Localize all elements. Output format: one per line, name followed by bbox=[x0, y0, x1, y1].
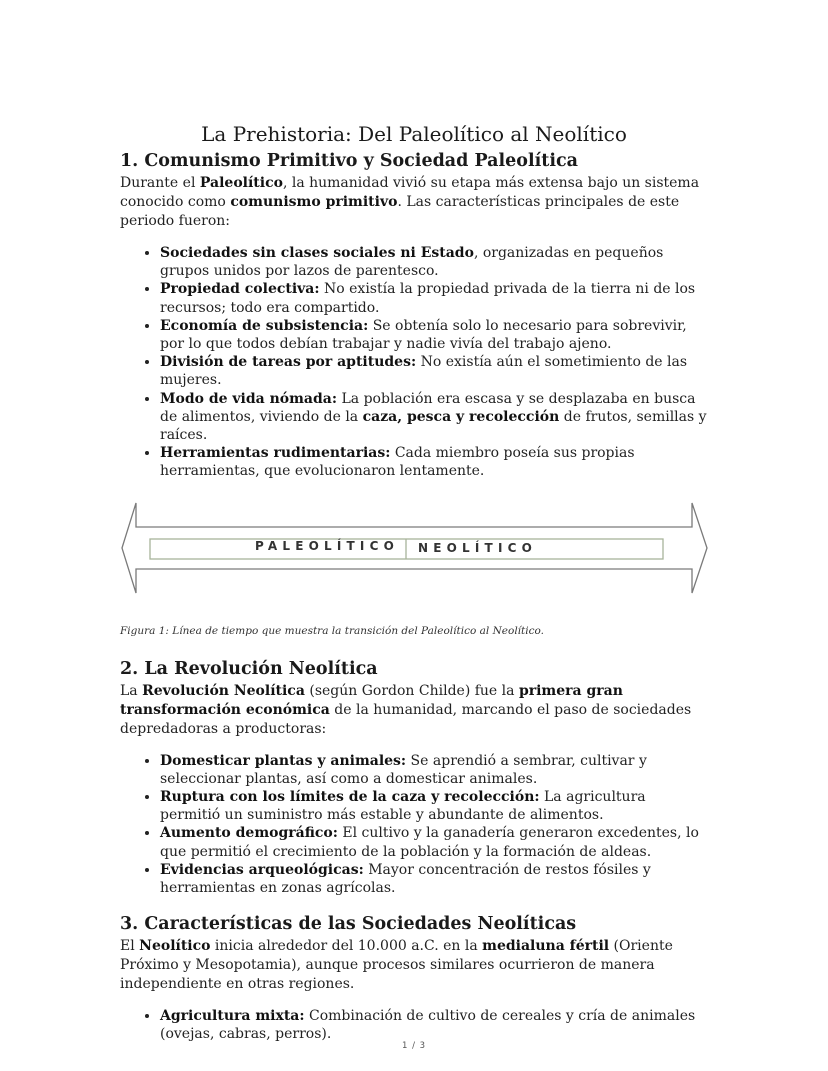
list-item: • Aumento demográfico: El cultivo y la ganadería generaron excedentes, lo que permitió el crecimiento de la población y la formación de aldeas. bbox=[160, 824, 708, 860]
list-item: • Propiedad colectiva: No existía la propiedad privada de la tierra ni de los recursos; todo era compartido. bbox=[160, 280, 708, 316]
list-item: • Economía de subsistencia: Se obtenía solo lo necesario para sobrevivir, por lo que todos debían trabajar y nadie vivía del trabajo ajeno. bbox=[160, 317, 708, 353]
figure-caption: Figura 1: Línea de tiempo que muestra la transición del Paleolítico al Neolítico. bbox=[120, 624, 544, 637]
timeline-label-paleolitico: PALEOLÍTICO bbox=[255, 538, 399, 553]
section-3-list bbox=[120, 1007, 708, 1043]
timeline-figure bbox=[121, 498, 711, 598]
section-heading-2: 2. La Revolución Neolítica bbox=[120, 658, 378, 679]
section-2-intro: La Revolución Neolítica (según Gordon Childe) fue la primera gran transformación económica de la humanidad, marcando el paso de sociedades depredadoras a productoras: bbox=[120, 682, 692, 737]
section-heading-3: 3. Características de las Sociedades Neolíticas bbox=[120, 914, 577, 935]
timeline-arrow-graphic bbox=[121, 498, 711, 598]
list-item: • Ruptura con los límites de la caza y recolección: La agricultura permitió un suministro más estable y abundante de alimentos. bbox=[160, 788, 708, 824]
list-item: • Agricultura mixta: Combinación de cultivo de cereales y cría de animales (ovejas, cabras, perros). bbox=[160, 1007, 708, 1043]
section-heading-1: 1. Comunismo Primitivo y Sociedad Paleolítica bbox=[120, 151, 578, 171]
list-item: • Domesticar plantas y animales: Se aprendió a sembrar, cultivar y seleccionar plantas, así como a domesticar animales. bbox=[160, 752, 708, 788]
list-item: • Modo de vida nómada: La población era escasa y se desplazaba en busca de alimentos, viviendo de la caza, pesca y recolección de frutos, semillas y raíces. bbox=[160, 390, 708, 445]
section-1-intro: Durante el Paleolítico, la humanidad vivió su etapa más extensa bajo un sistema conocido como comunismo primitivo. Las características principales de este periodo fueron: bbox=[120, 175, 700, 229]
list-item: • Evidencias arqueológicas: Mayor concentración de restos fósiles y herramientas en zonas agrícolas. bbox=[160, 861, 708, 897]
list-item: • Sociedades sin clases sociales ni Estado, organizadas en pequeños grupos unidos por lazos de parentesco. bbox=[160, 244, 708, 280]
timeline-label-neolitico: NEOLÍTICO bbox=[418, 540, 538, 555]
section-1-list bbox=[120, 244, 708, 481]
section-3-intro: El Neolítico inicia alrededor del 10.000 a.C. en la medialuna fértil (Oriente Próximo y Mesopotamia), aunque procesos similares ocurrieron de manera independiente en otras regiones. bbox=[120, 938, 673, 993]
list-item: • División de tareas por aptitudes: No existía aún el sometimiento de las mujeres. bbox=[160, 353, 708, 389]
document-page bbox=[120, 120, 708, 1044]
page-indicator: 1 / 3 bbox=[401, 1041, 427, 1051]
section-2-list bbox=[120, 752, 708, 898]
list-item: • Herramientas rudimentarias: Cada miembro poseía sus propias herramientas, que evolucionaron lentamente. bbox=[160, 444, 708, 480]
page-title: La Prehistoria: Del Paleolítico al Neolítico bbox=[201, 122, 627, 146]
